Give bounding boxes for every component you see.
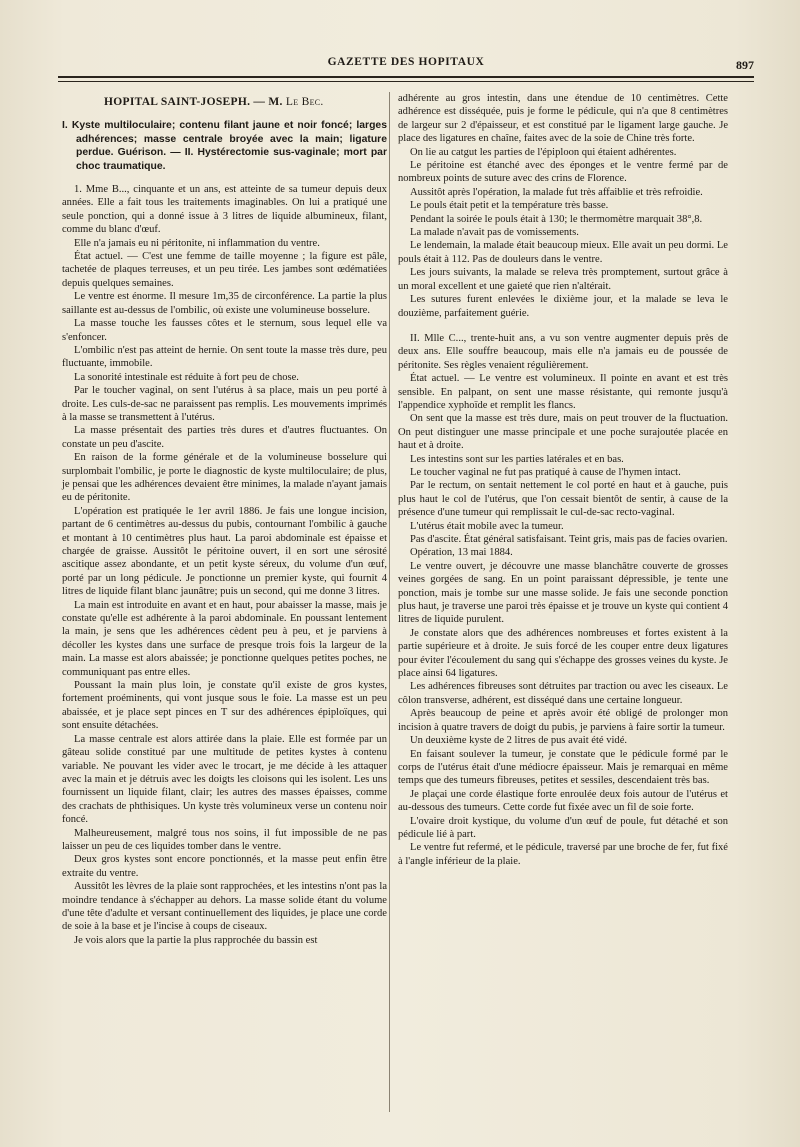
paragraph: L'opération est pratiquée le 1er avril 1886. Je fais une longue incision, partant de 6 centimètres au-dessus du pubis, contournant l'ombilic à gauche et montant à 10 centimètres plus haut. La paroi abdominale est épaisse et chargée de graisse. Aussitôt le péritoine ouvert, il en sort une sérosité ascitique assez abondante, et un petit kyste séreux, du volume d'un œuf, porté par un long pédicule. Je ponctionne un premier kyste, qui fournit 4 litres de liquide filant blanc jaunâtre; puis un second, qui me donne 3 litres.: [62, 505, 387, 598]
paragraph: État actuel. — C'est une femme de taille moyenne ; la figure est pâle, tachetée de plaques terreuses, et un peu tirée. Les jambes sont œdématiées depuis quelques semaines.: [62, 251, 387, 289]
paragraph: Pas d'ascite. État général satisfaisant. Teint gris, mais pas de facies ovarien.: [410, 534, 728, 545]
header-rule-thin: [58, 81, 754, 82]
page-number: 897: [736, 58, 754, 72]
paragraph: Par le rectum, on sentait nettement le col porté en haut et à gauche, puis plus haut le col de l'utérus, que l'on cessait bientôt de sentir, à cause de la présence d'une tumeur qui remplissait le cul-de-sac recto-vaginal.: [398, 480, 728, 519]
paragraph: Le toucher vaginal ne fut pas pratiqué à cause de l'hymen intact.: [410, 466, 681, 478]
section-heading: [104, 96, 387, 109]
paragraph: Le ventre ouvert, je découvre une masse blanchâtre couverte de grosses veines gorgées de sang. En un point paraissant dépressible, je tente une ponction, mais je tombe sur une masse solide. Je fais une seconde ponction plus haut, je traverse une paroi très épaisse et je trouve un kyste qui contient 4 litres de liquide purulent.: [398, 560, 728, 626]
paragraph: Le ventre fut refermé, et le pédicule, traversé par une broche de fer, fut fixé à l'angle inférieur de la plaie.: [398, 842, 728, 867]
hospital-title: HOPITAL SAINT-JOSEPH. — M.: [104, 96, 286, 108]
case-heading: I. Kyste multiloculaire; contenu filant jaune et noir foncé; larges adhérences; masse centrale broyée avec la main; ligature perdue. Guérison. — II. Hystérectomie sus-vaginale; mort par choc traumatique.: [62, 120, 387, 172]
paragraph: L'ombilic n'est pas atteint de hernie. On sent toute la masse très dure, peu fluctuante, immobile.: [62, 344, 387, 370]
page-header: [58, 54, 754, 76]
right-column: [398, 92, 728, 868]
column-divider: [389, 92, 390, 1112]
paragraph: Je constate alors que des adhérences nombreuses et fortes existent à la partie supérieure et à droite. Je suis forcé de les couper entre deux ligatures pour éviter l'écoulement du sang qui s'échappe des grosses veines du kyste. Je place ainsi 64 ligatures.: [398, 627, 728, 680]
paragraph: Aussitôt après l'opération, la malade fut très affaiblie et très refroidie.: [410, 186, 703, 198]
paragraph: En raison de la forme générale et de la volumineuse bosselure qui surplombait l'ombilic, je porte le diagnostic de kyste multiloculaire; de plus, je pensai que les adhérences devaient être minimes, la malade n'ayant jamais eu de péritonite.: [62, 452, 387, 504]
case-two: [398, 332, 728, 868]
hospital-author: Le Bec.: [285, 96, 324, 108]
case-one-continuation: [398, 92, 728, 320]
paragraph: Le lendemain, la malade était beaucoup mieux. Elle avait un peu dormi. Le pouls était à 112. Pas de douleurs dans le ventre.: [398, 240, 728, 265]
paragraph: Deux gros kystes sont encore ponctionnés, et la masse peut enfin être extraite du ventre.: [62, 854, 387, 879]
paragraph: Le pouls était petit et la température très basse.: [410, 200, 609, 212]
paragraph: Malheureusement, malgré tous nos soins, il fut impossible de ne pas laisser un peu de ces liquides tomber dans le ventre.: [62, 827, 387, 852]
paragraph: La malade n'avait pas de vomissements.: [410, 227, 579, 239]
left-paragraphs: [62, 183, 387, 947]
paragraph: Un deuxième kyste de 2 litres de pus avait été vidé.: [410, 735, 628, 747]
paragraph: Par le toucher vaginal, on sent l'utérus à sa place, mais un peu porté à droite. Les culs-de-sac ne paraissent pas remplis. Les mouvements imprimés à la masse se transmettent à l'utérus.: [62, 385, 387, 423]
paragraph: La sonorité intestinale est réduite à fort peu de chose.: [74, 371, 299, 383]
paragraph: Les intestins sont sur les parties latérales et en bas.: [410, 453, 624, 465]
left-column: [62, 92, 387, 947]
paragraph: Le ventre est énorme. Il mesure 1m,35 de circonférence. La partie la plus saillante est au-dessus de l'ombilic, où existe une volumineuse bosselure.: [62, 291, 387, 316]
paragraph: La main est introduite en avant et en haut, pour abaisser la masse, mais je constate qu'elle est adhérente à la paroi abdominale. En poussant lentement la main, je sens que les adhérences cèdent peu à peu, et je parviens à décoller les kystes dans une surface de presque trois fois la largeur de la main. La masse est alors abaissée; je ponctionne quelques petites poches, ne communiquant pas entre elles.: [62, 599, 387, 678]
paragraph: La masse centrale est alors attirée dans la plaie. Elle est formée par un gâteau solide constitué par une multitude de petites kystes à contenu variable. Ne pouvant les vider avec le trocart, je me décide à les attaquer avec la main et je détruis avec les doigts les cloisons qui les isolent. Les uns fournissent un liquide filant, clair; les autres des masses épaisses, comme des crachats de phthisiques. Un kyste très volumineux verse un contenu noir foncé.: [62, 733, 387, 826]
paragraph: L'ovaire droit kystique, du volume d'un œuf de poule, fut détaché et son pédicule lié à part.: [398, 815, 728, 840]
paragraph: Opération, 13 mai 1884.: [410, 547, 513, 559]
paragraph: Pendant la soirée le pouls était à 130; le thermomètre marquait 38°,8.: [410, 213, 703, 225]
paragraph: On lie au catgut les parties de l'épiploon qui étaient adhérentes.: [410, 146, 677, 158]
paragraph: Aussitôt les lèvres de la plaie sont rapprochées, et les intestins n'ont pas la moindre tendance à s'échapper au dehors. La masse solide étant du volume d'une tête d'adulte et versant continuellement des liquides, je place une corde de soie à la base et je l'incise à coups de ciseaux.: [62, 881, 387, 933]
paragraph: Je vois alors que la partie la plus rapprochée du bassin est: [74, 934, 318, 946]
paragraph: L'utérus était mobile avec la tumeur.: [410, 520, 564, 532]
paragraph: En faisant soulever la tumeur, je constate que le pédicule formé par le corps de l'utérus était d'une médiocre épaisseur. Mais je remarquai en même temps que des tumeurs fibreuses, petites et sessiles, descendaient très bas.: [398, 748, 728, 787]
paragraph: Poussant la main plus loin, je constate qu'il existe de gros kystes, fortement proéminents, qui vont jusque sous le foie. La masse est un peu abaissée, et je place sept pinces en T sur des adhérences épiploïques, qui sont ensuite détachées.: [62, 680, 387, 732]
paragraph: 1. Mme B..., cinquante et un ans, est atteinte de sa tumeur depuis deux années. Elle a fait tous les traitements imaginables. On lui a pratiqué une seule ponction, qui a donné issue à 3 litres de liquide albumineux, filant, comme du blanc d'œuf.: [62, 184, 387, 236]
paragraph: La masse présentait des parties très dures et d'autres fluctuantes. On constate un peu d'ascite.: [62, 425, 387, 450]
paragraph: Elle n'a jamais eu ni péritonite, ni inflammation du ventre.: [74, 237, 320, 249]
paragraph: Les sutures furent enlevées le dixième jour, et la malade se leva le douzième, parfaitement guérie.: [398, 294, 728, 319]
paragraph: Le péritoine est étanché avec des éponges et le ventre fermé par de nombreux points de suture avec des crins de Florence.: [398, 160, 728, 185]
paragraph: II. Mlle C..., trente-huit ans, a vu son ventre augmenter depuis près de deux ans. Elle souffre beaucoup, mais elle n'a jamais eu de poussée de péritonite. Ses règles venaient régulièrement.: [398, 332, 728, 371]
paragraph: La masse touche les fausses côtes et le sternum, sous lequel elle va s'enfoncer.: [62, 318, 387, 343]
journal-title: GAZETTE DES HOPITAUX: [327, 56, 485, 68]
paragraph: Je plaçai une corde élastique forte enroulée deux fois autour de l'utérus et au-dessous des tumeurs. Cette corde fut fixée avec un fil de soie forte.: [398, 788, 728, 814]
paragraph: adhérente au gros intestin, dans une étendue de 10 centimètres. Cette adhérence est disséquée, puis je forme le pédicule, qui n'a que 8 centimètres de largeur sur 2 d'épaisseur, et est constitué par le ligament large gauche. Je place des ligatures en chaîne, faites avec de la soie de Chine très forte.: [398, 93, 728, 145]
paragraph: Les adhérences fibreuses sont détruites par traction ou avec les ciseaux. Le côlon transverse, adhérent, est disséqué dans une certaine longueur.: [398, 681, 728, 706]
header-rule-thick: [58, 76, 754, 78]
paragraph: Après beaucoup de peine et après avoir été obligé de prolonger mon incision à quatre travers de doigt du pubis, je parviens à faire sortir la tumeur.: [398, 708, 728, 733]
paragraph: État actuel. — Le ventre est volumineux. Il pointe en avant et est très sensible. En palpant, on sent une masse résistante, qui remonte jusqu'à l'appendice xyphoïde et remplit les flancs.: [398, 373, 728, 411]
paragraph: Les jours suivants, la malade se releva très promptement, surtout grâce à un moral excellent et une gaieté que rien n'altérait.: [398, 267, 728, 292]
paragraph: On sent que la masse est très dure, mais on peut trouver de la fluctuation. On peut distinguer une masse principale et une poche surajoutée placée en haut et à droite.: [398, 413, 728, 452]
